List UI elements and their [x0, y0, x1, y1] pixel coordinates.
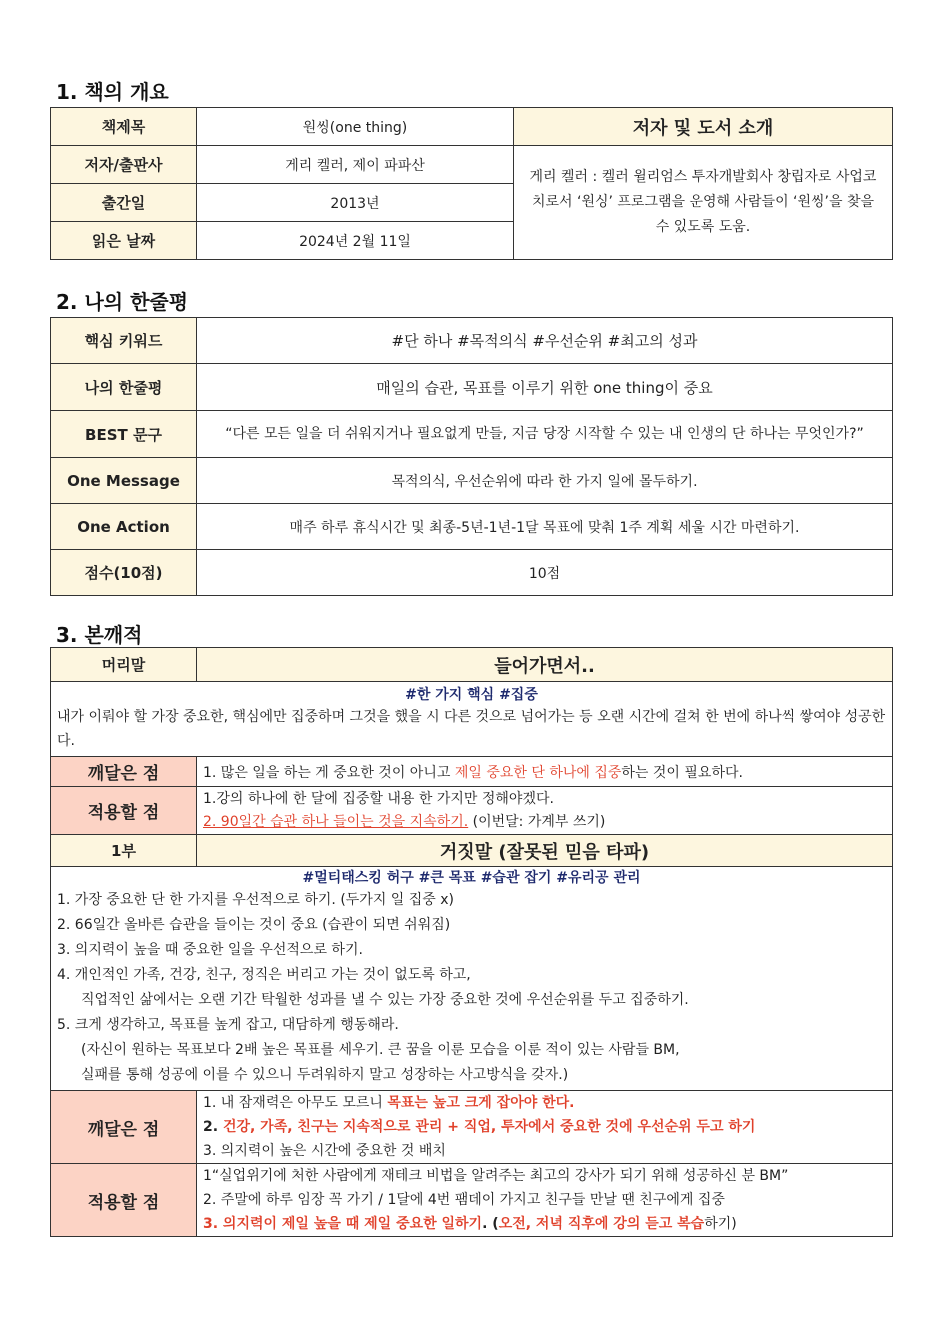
part1-apply-3b: . (: [482, 1216, 499, 1232]
label-read-date: 읽은 날짜: [51, 222, 197, 260]
intro-apply: [197, 787, 893, 835]
part1-apply-3a: 3. 의지력이 제일 높을 때 제일 중요한 일하기: [203, 1216, 483, 1232]
part1-realize-2: [203, 1115, 886, 1139]
label-score: 점수(10점): [51, 550, 197, 596]
intro-apply-2b: (이번달: 가계부 쓰기): [468, 813, 606, 830]
part1-apply-1: 1“실업위기에 처한 사람에게 재테크 비법을 알려주는 최고의 강사가 되기 위해 성공하신 분 BM”: [203, 1168, 789, 1184]
part1-line-3: 3. 의지력이 높을 때 중요한 일을 우선적으로 하기.: [57, 942, 363, 958]
part1-realize-1a: 1. 내 잠재력은 아무도 모르니: [203, 1095, 388, 1111]
part1-realize-2b: 건강, 가족, 친구는 지속적으로 관리 + 직업, 투자에서 중요한 것에 우선순위 두고 하기: [222, 1119, 756, 1135]
intro-text: 게리 켈러 : 켈러 윌리엄스 투자개발회사 창립자로 사업코치로서 ‘원싱’ 프로그램을 운영해 사람들이 ‘원씽’을 찾을 수 있도록 도움.: [514, 146, 893, 260]
intro-apply-label: 적용할 점: [51, 787, 197, 835]
intro-apply-1: 1.강의 하나에 한 달에 집중할 내용 한 가지만 정해야겠다.: [203, 790, 554, 807]
intro-realize-b: 제일 중요한 단 하나에 집중: [454, 764, 622, 781]
part1-line-6: 5. 크게 생각하고, 목표를 높게 잡고, 대담하게 행동해라.: [57, 1017, 399, 1033]
label-keywords: 핵심 키워드: [51, 318, 197, 364]
intro-realize-label: 깨달은 점: [51, 757, 197, 787]
part1-realize-2a: 2.: [203, 1119, 223, 1135]
value-keywords: #단 하나 #목적의식 #우선순위 #최고의 성과: [197, 318, 893, 364]
part1-realize-3: 3. 의지력이 높은 시간에 중요한 것 배치: [203, 1143, 446, 1159]
part1-line-1: 1. 가장 중요한 단 한 가지를 우선적으로 하기. (두가지 일 집중 x): [57, 892, 455, 908]
value-score: 10점: [197, 550, 893, 596]
part1-realize-label: 깨달은 점: [51, 1091, 197, 1164]
part1-apply-2: 2. 주말에 하루 임장 꼭 가기 / 1달에 4번 팸데이 가지고 친구들 만날 땐 친구에게 집중: [203, 1192, 725, 1208]
part1-apply-3: [203, 1212, 886, 1236]
label-one-line: 나의 한줄평: [51, 364, 197, 411]
review-table: [50, 317, 893, 596]
intro-label: 머리말: [51, 648, 197, 682]
part1-apply-3d: 하기): [704, 1216, 737, 1232]
part1-label: 1부: [51, 835, 197, 867]
intro-summary: [51, 682, 893, 757]
intro-heading: 들어가면서..: [197, 648, 893, 682]
label-title: 책제목: [51, 108, 197, 146]
section2-heading: 2. 나의 한줄평: [56, 290, 189, 314]
part1-line-5: 직업적인 삶에서는 오랜 기간 탁월한 성과를 낼 수 있는 가장 중요한 것에 우선순위를 두고 집중하기.: [81, 992, 689, 1008]
value-best-quote: “다른 모든 일을 더 쉬워지거나 필요없게 만들, 지금 당장 시작할 수 있는 내 인생의 단 하나는 무엇인가?”: [197, 411, 893, 458]
part1-line-4: 4. 개인적인 가족, 건강, 친구, 정직은 버리고 가는 것이 없도록 하고,: [57, 967, 471, 983]
label-author: 저자/출판사: [51, 146, 197, 184]
value-one-message: 목적의식, 우선순위에 따라 한 가지 일에 몰두하기.: [197, 458, 893, 504]
part1-apply-label: 적용할 점: [51, 1164, 197, 1237]
value-author: 게리 켈러, 제이 파파산: [197, 146, 514, 184]
intro-realize-a: 1. 많은 일을 하는 게 중요한 것이 아니고: [203, 764, 455, 781]
label-one-action: One Action: [51, 504, 197, 550]
intro-keywords: #한 가지 핵심 #집중: [405, 687, 538, 703]
part1-line-2: 2. 66일간 올바른 습관을 들이는 것이 중요 (습관이 되면 쉬워짐): [57, 917, 451, 933]
intro-realize: [197, 757, 893, 787]
part1-heading: 거짓말 (잘못된 믿음 타파): [197, 835, 893, 867]
part1-line-7: (자신이 원하는 목표보다 2배 높은 목표를 세우기. 큰 꿈을 이룬 모습을 이룬 적이 있는 사람들 BM,: [81, 1042, 680, 1058]
part1-apply-3c: 오전, 저녁 직후에 강의 듣고 복습: [498, 1216, 705, 1232]
label-published: 출간일: [51, 184, 197, 222]
part1-line-8: 실패를 통해 성공에 이를 수 있으니 두려워하지 말고 성장하는 사고방식을 갖자.): [81, 1067, 569, 1083]
intro-title: 저자 및 도서 소개: [514, 108, 893, 146]
part1-keywords: #멀티태스킹 허구 #큰 목표 #습관 잡기 #유리공 관리: [302, 870, 641, 886]
part1-realize-1: [203, 1091, 886, 1115]
label-one-message: One Message: [51, 458, 197, 504]
bonkaejeok-table: [50, 647, 893, 1237]
value-published: 2013년: [197, 184, 514, 222]
intro-apply-2a: 2. 90일간 습관 하나 들이는 것을 지속하기.: [203, 813, 469, 830]
section3-heading: 3. 본깨적: [56, 623, 143, 647]
intro-realize-c: 하는 것이 필요하다.: [621, 764, 743, 781]
value-one-action: 매주 하루 휴식시간 및 최종-5년-1년-1달 목표에 맞춰 1주 계획 세울 시간 마련하기.: [197, 504, 893, 550]
book-overview-table: [50, 107, 893, 260]
section1-heading: 1. 책의 개요: [56, 80, 169, 104]
value-title: 원씽(one thing): [197, 108, 514, 146]
part1-realize-1b: 목표는 높고 크게 잡아야 한다.: [387, 1095, 575, 1111]
intro-apply-2: [203, 811, 886, 834]
part1-apply: [197, 1164, 893, 1237]
label-best-quote: BEST 문구: [51, 411, 197, 458]
intro-body: 내가 이뤄야 할 가장 중요한, 핵심에만 집중하며 그것을 했을 시 다른 것으로 넘어가는 등 오랜 시간에 걸쳐 한 번에 하나씩 쌓여야 성공한다.: [57, 709, 886, 749]
part1-summary: [51, 867, 893, 1091]
value-read-date: 2024년 2월 11일: [197, 222, 514, 260]
part1-realize: [197, 1091, 893, 1164]
value-one-line: 매일의 습관, 목표를 이루기 위한 one thing이 중요: [197, 364, 893, 411]
